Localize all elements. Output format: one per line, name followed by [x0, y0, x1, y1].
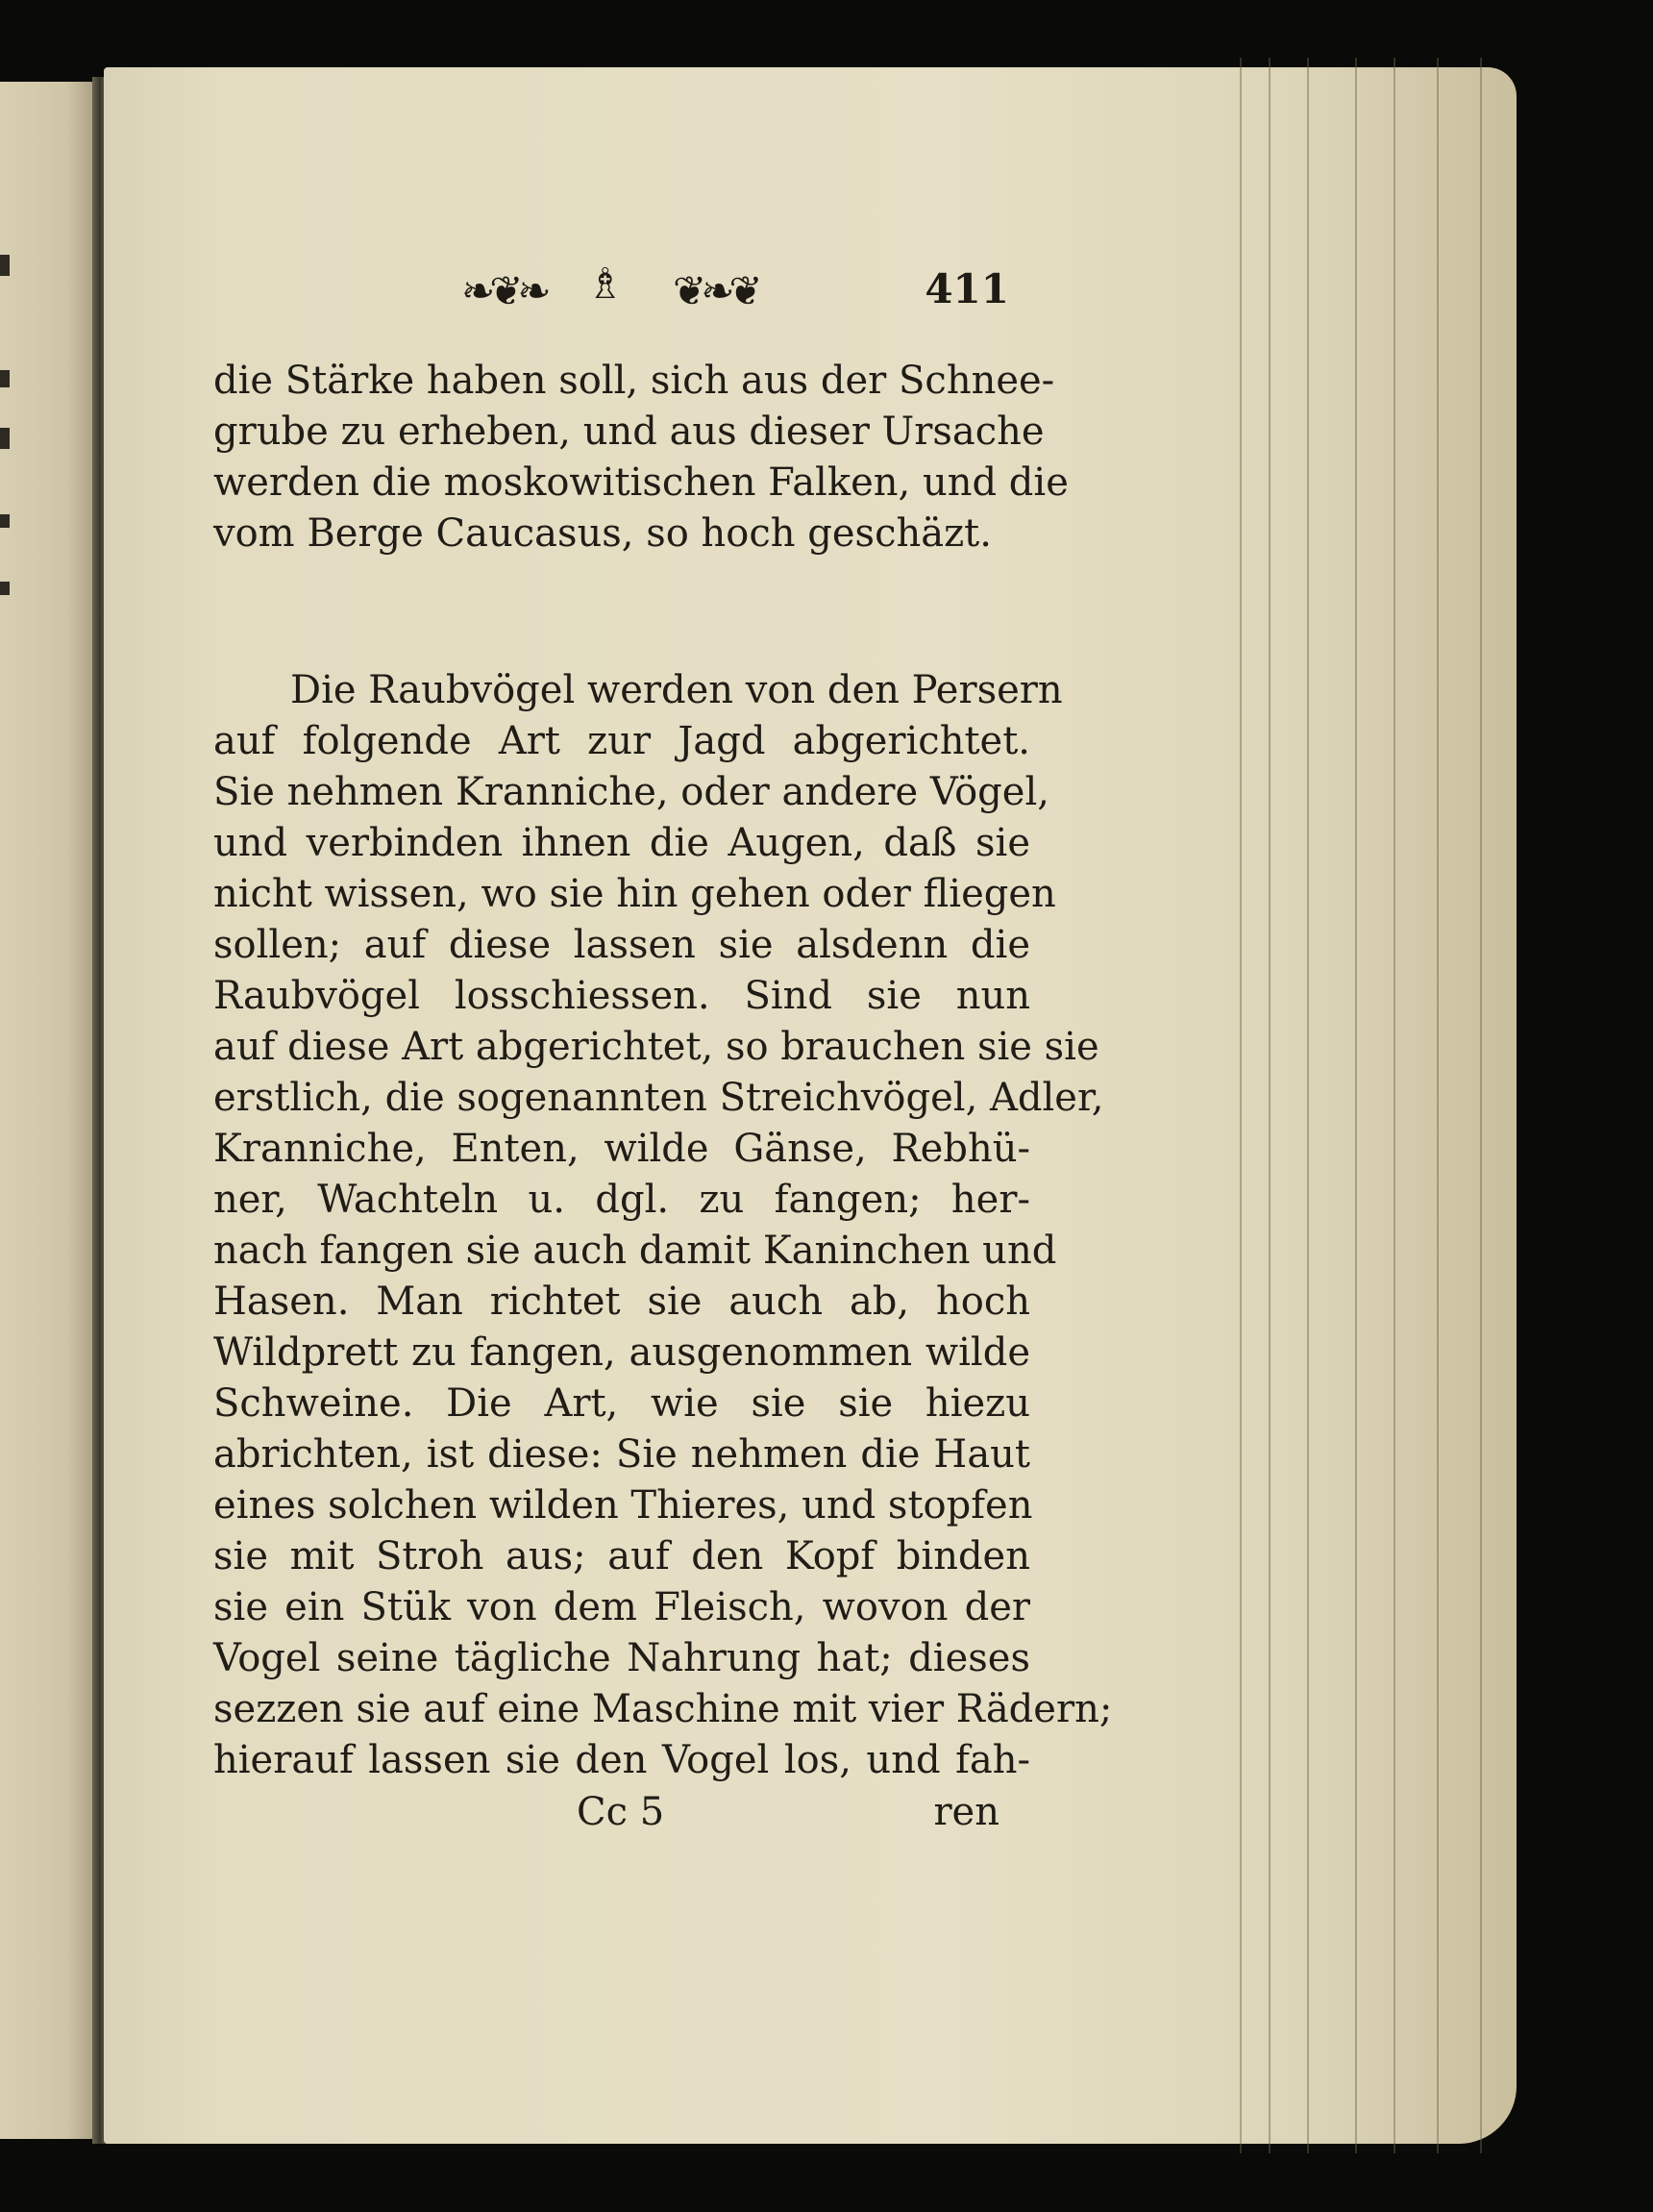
paragraph [213, 356, 1069, 559]
body-text [213, 356, 1113, 1786]
text-line: Hasen. Man richtet sie auch ab, hoch [213, 1280, 1030, 1324]
text-line: sezzen sie auf eine Maschine mit vier Rädern; [213, 1687, 1113, 1731]
text-line: auf diese Art abgerichtet, so brauchen sie sie [213, 1025, 1099, 1069]
left-page-text-fragment [0, 370, 10, 387]
left-page-edge [0, 82, 96, 2139]
text-line: Kranniche, Enten, wilde Gänse, Rebhü- [213, 1127, 1030, 1171]
catchword: ren [933, 1790, 999, 1834]
ornament-center-icon: ♗ [586, 260, 625, 309]
text-line: vom Berge Caucasus, so hoch geschäzt. [213, 511, 992, 556]
text-line: Wildprett zu fangen, ausgenommen wilde [213, 1330, 1030, 1375]
text-line: sollen; auf diese lassen sie alsdenn die [213, 923, 1030, 967]
page-footer [577, 1790, 999, 1848]
ornament-right-icon: ❦❧❦ [673, 267, 757, 314]
text-line: auf folgende Art zur Jagd abgerichtet. [213, 719, 1030, 763]
text-line: und verbinden ihnen die Augen, daß sie [213, 821, 1030, 865]
text-line: werden die moskowitischen Falken, und die [213, 460, 1069, 505]
left-page-text-fragment [0, 582, 10, 595]
text-line: nach fangen sie auch damit Kaninchen und [213, 1229, 1057, 1273]
paragraph [213, 665, 1113, 1786]
page-header [452, 258, 1009, 325]
text-line: grube zu erheben, und aus dieser Ursache [213, 410, 1045, 454]
text-line: Schweine. Die Art, wie sie sie hiezu [213, 1381, 1030, 1426]
text-line: sie mit Stroh aus; auf den Kopf binden [213, 1534, 1030, 1578]
text-line: erstlich, die sogenannten Streichvögel, Adler, [213, 1076, 1104, 1120]
text-line: sie ein Stük von dem Fleisch, wovon der [213, 1585, 1030, 1629]
text-line: Raubvögel losschiessen. Sind sie nun [213, 974, 1030, 1018]
text-line: Sie nehmen Kranniche, oder andere Vögel, [213, 770, 1049, 814]
text-line: Vogel seine tägliche Nahrung hat; dieses [213, 1636, 1030, 1680]
page-stack-edges [1240, 58, 1547, 2153]
left-page-text-fragment [0, 255, 10, 276]
left-page-text-fragment [0, 514, 10, 528]
text-line: die Stärke haben soll, sich aus der Schnee- [213, 359, 1055, 403]
text-line: nicht wissen, wo sie hin gehen oder fliegen [213, 872, 1056, 916]
text-line: ner, Wachteln u. dgl. zu fangen; her- [213, 1178, 1030, 1222]
text-line: Die Raubvögel werden von den Persern [290, 668, 1063, 712]
left-page-text-fragment [0, 428, 10, 449]
text-line: eines solchen wilden Thieres, und stopfen [213, 1483, 1033, 1528]
ornament-left-icon: ❧❦❧ [461, 267, 546, 314]
page-number: 411 [925, 265, 1009, 312]
text-line: abrichten, ist diese: Sie nehmen die Haut [213, 1432, 1030, 1477]
signature-mark: Cc 5 [577, 1790, 665, 1834]
text-line: hierauf lassen sie den Vogel los, und fah- [213, 1738, 1030, 1782]
